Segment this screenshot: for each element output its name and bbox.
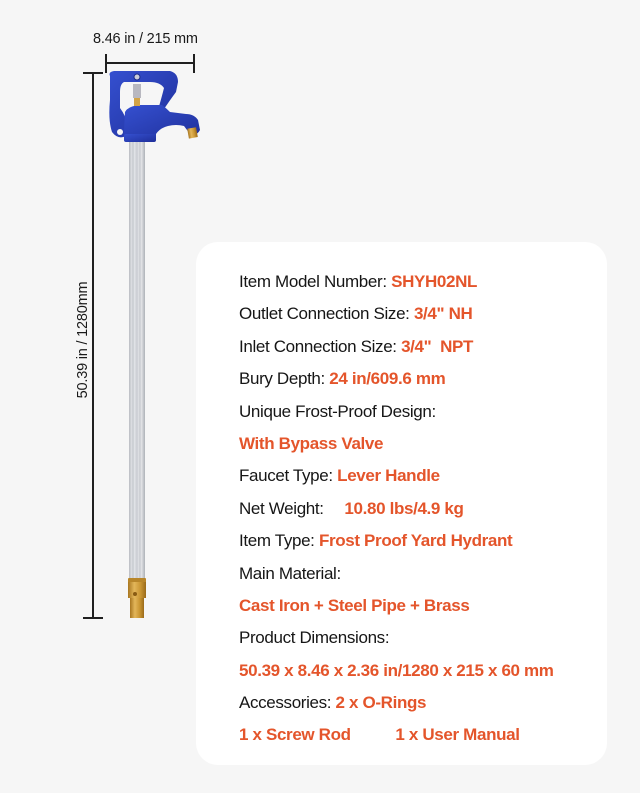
spec-design-label — [239, 399, 597, 431]
spec-dimensions-label — [239, 625, 597, 657]
yard-hydrant-image — [0, 0, 220, 640]
spec-accessories-more — [239, 722, 597, 754]
accessory-item: 1 x Screw Rod — [239, 725, 351, 745]
spec-label: Unique Frost-Proof Design: — [239, 401, 436, 421]
spec-item-type — [239, 528, 597, 560]
accessory-item: 2 x O-Rings — [335, 693, 427, 713]
accessory-item: 1 x User Manual — [395, 725, 520, 745]
spec-value: With Bypass Valve — [239, 433, 384, 453]
spec-design-value — [239, 431, 597, 463]
spec-accessories — [239, 690, 597, 722]
brass-fitting — [128, 578, 146, 618]
spec-value: 10.80 lbs/4.9 kg — [344, 498, 464, 518]
spec-label: Product Dimensions: — [239, 628, 390, 648]
spec-label: Outlet Connection Size: — [239, 304, 410, 324]
spec-label: Inlet Connection Size: — [239, 336, 397, 356]
spec-net-weight — [239, 496, 597, 528]
spec-label: Faucet Type: — [239, 466, 333, 486]
spec-label: Bury Depth: — [239, 369, 325, 389]
spec-value: 3/4" NPT — [401, 336, 474, 356]
spec-value: SHYH02NL — [391, 272, 478, 291]
spec-label: Main Material: — [239, 563, 341, 583]
spec-inlet — [239, 334, 597, 366]
hose-outlet — [187, 127, 198, 138]
spec-value: Frost Proof Yard Hydrant — [318, 531, 513, 551]
spec-value: 3/4" NH — [413, 304, 473, 324]
width-dimension-label: 8.46 in / 215 mm — [93, 31, 198, 47]
height-dimension-label: 50.39 in / 1280mm — [75, 281, 91, 399]
spec-bury-depth — [239, 366, 597, 398]
steel-pipe — [129, 140, 145, 580]
spec-dimensions-value — [239, 658, 597, 690]
hydrant-head — [109, 71, 200, 142]
spec-outlet — [239, 301, 597, 333]
spec-card — [196, 242, 607, 765]
spec-label: Item Model Number: — [239, 272, 387, 291]
spec-value: 24 in/609.6 mm — [329, 369, 446, 389]
spec-value: Cast Iron + Steel Pipe + Brass — [239, 595, 470, 615]
spec-label: Item Type: — [239, 531, 315, 551]
spec-model — [239, 269, 597, 301]
spec-label: Net Weight: — [239, 498, 324, 518]
spec-value: 50.39 x 8.46 x 2.36 in/1280 x 215 x 60 mm — [239, 660, 554, 680]
spec-material-label — [239, 561, 597, 593]
spec-faucet-type — [239, 463, 597, 495]
spec-value: Lever Handle — [337, 466, 440, 486]
spec-list — [239, 269, 597, 755]
spec-label: Accessories: — [239, 693, 332, 713]
spec-material-value — [239, 593, 597, 625]
